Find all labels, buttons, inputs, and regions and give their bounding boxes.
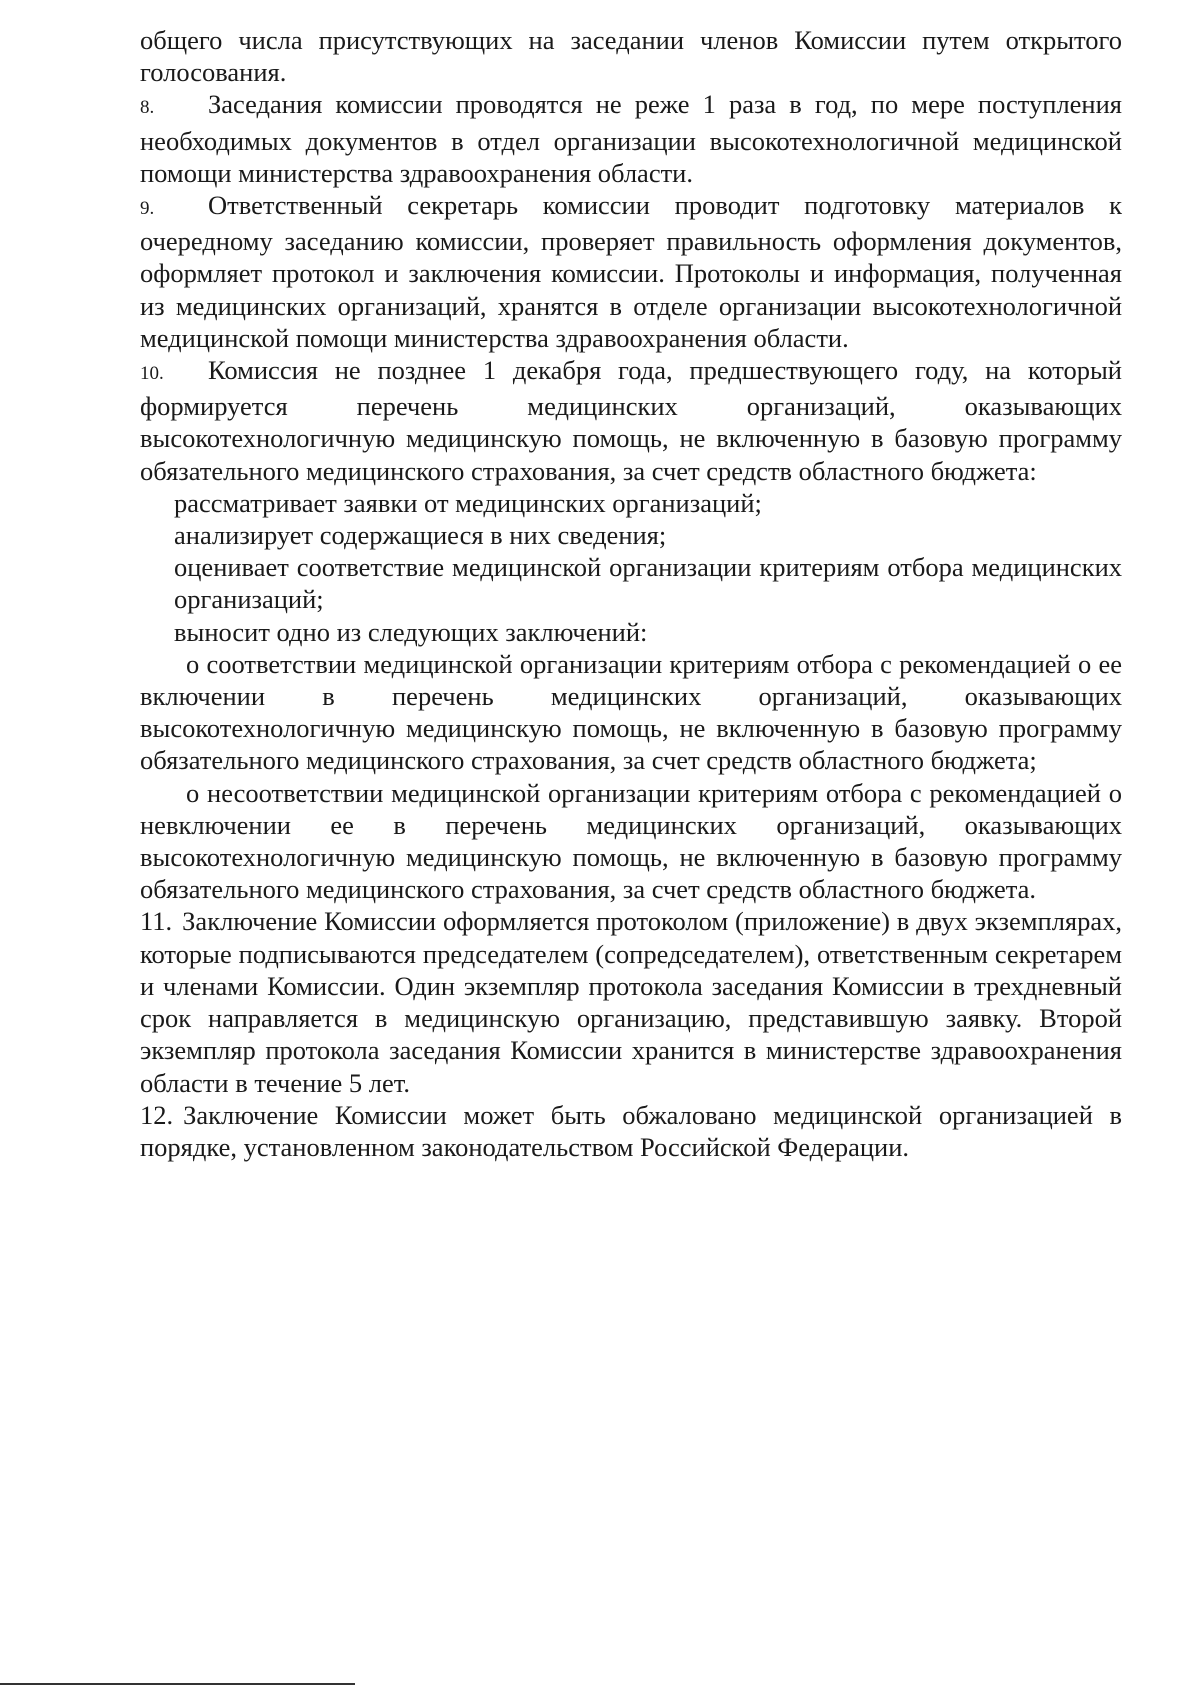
- item-11: [140, 905, 1122, 1098]
- intro-paragraph: общего числа присутствующих на заседании членов Комиссии путем открытого голосования.: [140, 25, 1122, 88]
- item-number: 9.: [140, 198, 155, 220]
- subitem: рассматривает заявки от медицинских организаций;: [174, 487, 762, 518]
- item-8: [140, 88, 1122, 189]
- subitem: оценивает соответствие медицинской организации критериям отбора медицинских организаций;: [174, 552, 1122, 615]
- footer-rule: [0, 1683, 355, 1685]
- conclusion-conformity: о соответствии медицинской организации критериям отбора с рекомендацией о ее включении в перечень медицинских организаций, оказывающих высокотехнологичную медицинскую помощь, не включенную в базовую программу обязательного медицинского страхования, за счет средств областного бюджета;: [140, 648, 1122, 776]
- item-number: 10.: [140, 363, 164, 385]
- subitem: выносит одно из следующих заключений:: [174, 616, 648, 647]
- item-number: 8.: [140, 97, 155, 119]
- item-text: Заключение Комиссии оформляется протоколом (приложение) в двух экземплярах, которые подписываются председателем (сопредседателем), ответственным секретарем и членами Комиссии. Один экземпляр протокола заседания Комиссии в трехдневный срок направляется в медицинскую организацию, представившую заявку. Второй экземпляр протокола заседания Комиссии хранится в министерстве здравоохранения области в течение 5 лет.: [140, 906, 1122, 1098]
- item-9: [140, 189, 1122, 354]
- item-text: Комиссия не позднее 1 декабря года, предшествующего году, на который формируется перечень медицинских организаций, оказывающих высокотехнологичную медицинскую помощь, не включенную в базовую программу обязательного медицинского страхования, за счет средств областного бюджета:: [140, 355, 1122, 486]
- item-text: Заключение Комиссии может быть обжаловано медицинской организацией в порядке, установленном законодательством Российской Федерации.: [140, 1099, 1122, 1162]
- item-number: 12.: [140, 1099, 174, 1130]
- subitem: анализирует содержащиеся в них сведения;: [174, 520, 667, 551]
- document-body: [140, 24, 1122, 1163]
- conclusion-nonconformity: о несоответствии медицинской организации критериям отбора с рекомендацией о невключении ее в перечень медицинских организаций, оказывающих высокотехнологичную медицинскую помощь, не включенную в базовую программу обязательного медицинского страхования, за счет средств областного бюджета.: [140, 777, 1122, 905]
- item-10: [140, 354, 1122, 487]
- item-number: 11.: [140, 906, 173, 937]
- item-text: Заседания комиссии проводятся не реже 1 раза в год, по мере поступления необходимых документов в отдел организации высокотехнологичной медицинской помощи министерства здравоохранения области.: [140, 89, 1122, 188]
- item-12: [140, 1099, 1122, 1163]
- item-text: Ответственный секретарь комиссии проводит подготовку материалов к очередному заседанию комиссии, проверяет правильность оформления документов, оформляет протокол и заключения комиссии. Протоколы и информация, полученная из медицинских организаций, хранятся в отделе организации высокотехнологичной медицинской помощи министерства здравоохранения области.: [140, 190, 1122, 353]
